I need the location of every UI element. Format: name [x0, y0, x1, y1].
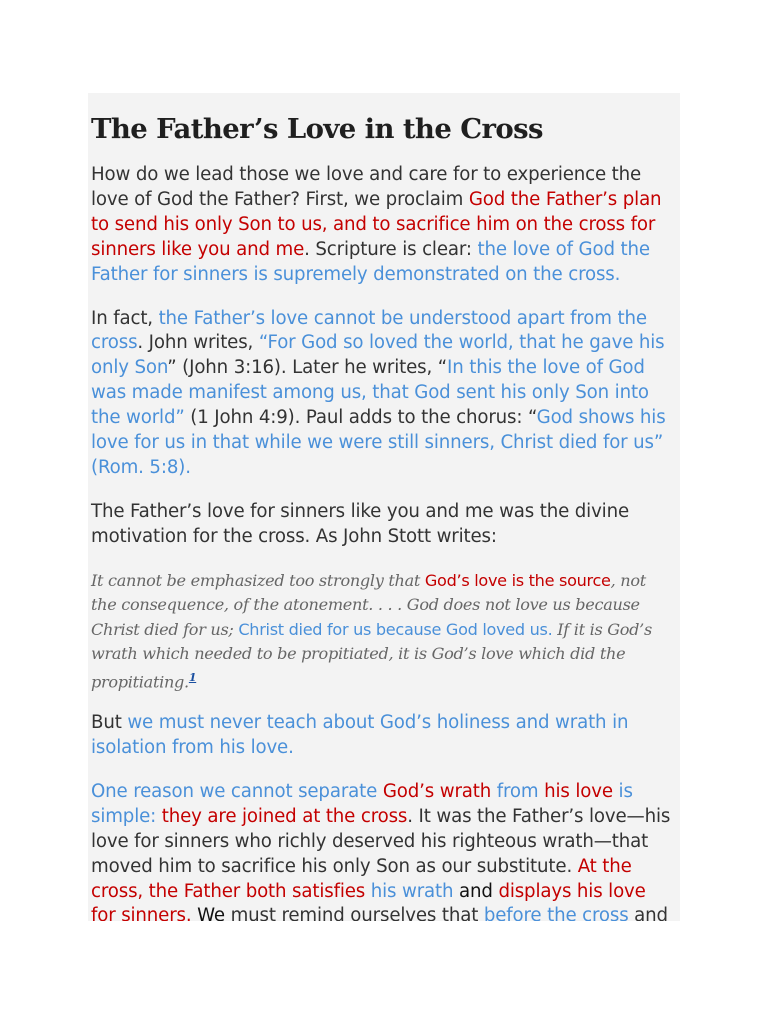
highlight-blue: Father for sinners is supremely demonstrated on the cross. — [91, 263, 621, 285]
text-run: The Father’s love for sinners like you and me was the divine — [91, 500, 630, 522]
highlight-blue: only Son — [91, 357, 168, 379]
quote-run: the consequence, of the atonement. . . . God does not love us because — [91, 595, 640, 615]
text-run: . Scripture is clear: — [304, 238, 478, 260]
text-run: love for sinners who richly deserved his righteous wrath—that — [91, 830, 649, 852]
quote-run: , not — [610, 570, 646, 590]
highlight-blue: the world” — [91, 407, 185, 429]
highlight-blue: cross — [91, 332, 138, 354]
paragraph-5 — [91, 780, 679, 921]
text-run: (1 John 4:9). Paul adds to the chorus: “ — [184, 407, 537, 429]
highlight-blue: is — [612, 780, 633, 802]
document-page — [88, 93, 680, 921]
text-run: motivation for the cross. As John Stott writes: — [91, 525, 497, 547]
highlight-red: they are joined at the cross — [161, 805, 408, 827]
article-body — [91, 107, 679, 921]
highlight-blue: before the cross — [483, 905, 629, 921]
highlight-blue: “For God so loved the world, that he gave his — [258, 332, 665, 354]
text-run: and — [628, 905, 668, 921]
highlight-red: God’s wrath — [382, 780, 492, 802]
highlight-blue: simple: — [91, 805, 162, 827]
highlight-red: At the — [577, 855, 632, 877]
highlight-blue: love for us in that while we were still sinners, Christ died for us” — [91, 432, 664, 454]
highlight-red: God’s love is the source — [424, 570, 611, 590]
footnote-link[interactable]: 1 — [188, 671, 197, 685]
text-run: love of God the Father? First, we proclaim — [91, 188, 469, 210]
quote-run: wrath which needed to be propitiated, it is God’s love which did the — [91, 643, 626, 663]
highlight-blue: his wrath — [370, 880, 454, 902]
highlight-blue: the Father’s love cannot be understood apart from the — [158, 307, 647, 329]
text-run: We — [191, 905, 225, 921]
quote-run: If it is God’s — [552, 619, 652, 639]
paragraph-1 — [91, 163, 679, 288]
highlight-red: to send his only Son to us, and to sacrifice him on the cross for — [91, 213, 656, 235]
highlight-blue: One reason we cannot separate — [91, 780, 383, 802]
highlight-blue: God shows his — [536, 407, 666, 429]
highlight-blue: In this the love of God — [446, 357, 645, 379]
text-run: moved him to sacrifice his only Son as our substitute. — [91, 855, 578, 877]
text-run: In fact, — [91, 307, 159, 329]
article-title: The Father’s Love in the Cross — [91, 113, 543, 145]
quote-run: propitiating. — [91, 672, 189, 692]
highlight-red: sinners like you and me — [91, 238, 305, 260]
highlight-blue: (Rom. 5:8). — [91, 456, 191, 478]
highlight-blue: we must never teach about God’s holiness and wrath in — [127, 712, 629, 734]
text-run: . It was the Father’s love—his — [407, 805, 671, 827]
highlight-blue: the love of God the — [477, 238, 650, 260]
highlight-blue: was made manifest among us, that God sent his only Son into — [91, 382, 649, 404]
highlight-blue: Christ died for us because God loved us. — [238, 619, 553, 639]
text-run: must remind ourselves that — [224, 905, 484, 921]
text-run: . John writes, — [137, 332, 259, 354]
quote-run: Christ died for us; — [91, 619, 239, 639]
text-run: But — [91, 712, 128, 734]
highlight-red: for sinners. — [91, 905, 192, 921]
highlight-red: God the Father’s plan — [468, 188, 662, 210]
paragraph-4 — [91, 711, 679, 761]
block-quote — [91, 569, 679, 695]
paragraph-2 — [91, 307, 679, 481]
highlight-red: displays his love — [498, 880, 646, 902]
text-run: and — [453, 880, 499, 902]
quote-run: It cannot be emphasized too strongly that — [91, 570, 425, 590]
text-run: ” (John 3:16). Later he writes, “ — [167, 357, 447, 379]
highlight-red: his love — [544, 780, 613, 802]
highlight-blue: from — [491, 780, 545, 802]
highlight-blue: isolation from his love. — [91, 736, 294, 758]
highlight-red: cross, the Father both satisfies — [91, 880, 371, 902]
text-run: How do we lead those we love and care for to experience the — [91, 164, 642, 185]
paragraph-3 — [91, 500, 679, 550]
